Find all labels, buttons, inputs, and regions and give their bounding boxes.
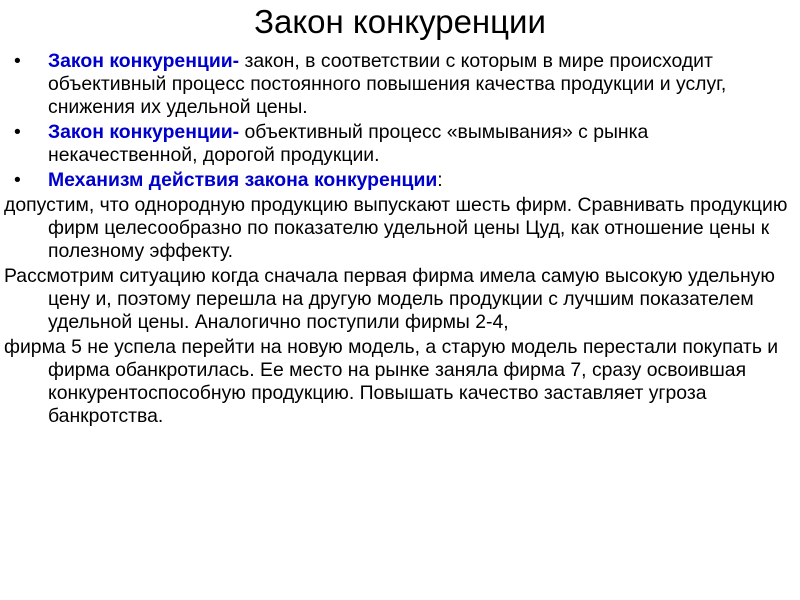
bullet-term: Закон конкуренции- (48, 50, 240, 72)
body-paragraph: фирма 5 не успела перейти на новую модель, а старую модель перестали покупать и фирма обанкротилась. Ее место на рынке заняла фирма 7, сразу освоившая конкурентоспособную продукцию. Повышать качество заставляет угроза банкротства. (4, 336, 779, 427)
bullet-mark: • (14, 169, 21, 191)
bullet-term: Закон конкуренции- (48, 121, 240, 143)
bullet-text: : (437, 169, 443, 191)
bullet-text: объективный процесс «вымывания» с рынка некачественной, дорогой продукции. (48, 121, 649, 166)
bullet-item (0, 121, 792, 167)
body-paragraph: Рассмотрим ситуацию когда сначала первая фирма имела самую высокую удельную цену и, поэтому перешла на другую модель продукции с лучшим показателем удельной цены. Аналогично поступили фирмы 2-4, (4, 265, 775, 333)
bullet-mark: • (14, 50, 21, 72)
body-paragraph: допустим, что однородную продукцию выпускают шесть фирм. Сравнивать продукцию фирм целесообразно по показателю удельной цены Цуд, как отношение цены к полезному эффекту. (4, 194, 788, 262)
bullet-term: Механизм действия закона конкуренции (48, 169, 438, 191)
bullet-text: закон, в соответствии с которым в мире происходит объективный процесс постоянного повышения качества продукции и услуг, снижения их удельной цены. (48, 50, 727, 118)
slide-title: Закон конкуренции (254, 3, 546, 40)
slide-content (0, 50, 792, 430)
bullet-item (0, 169, 792, 192)
bullet-item (0, 50, 792, 119)
bullet-mark: • (14, 121, 21, 143)
